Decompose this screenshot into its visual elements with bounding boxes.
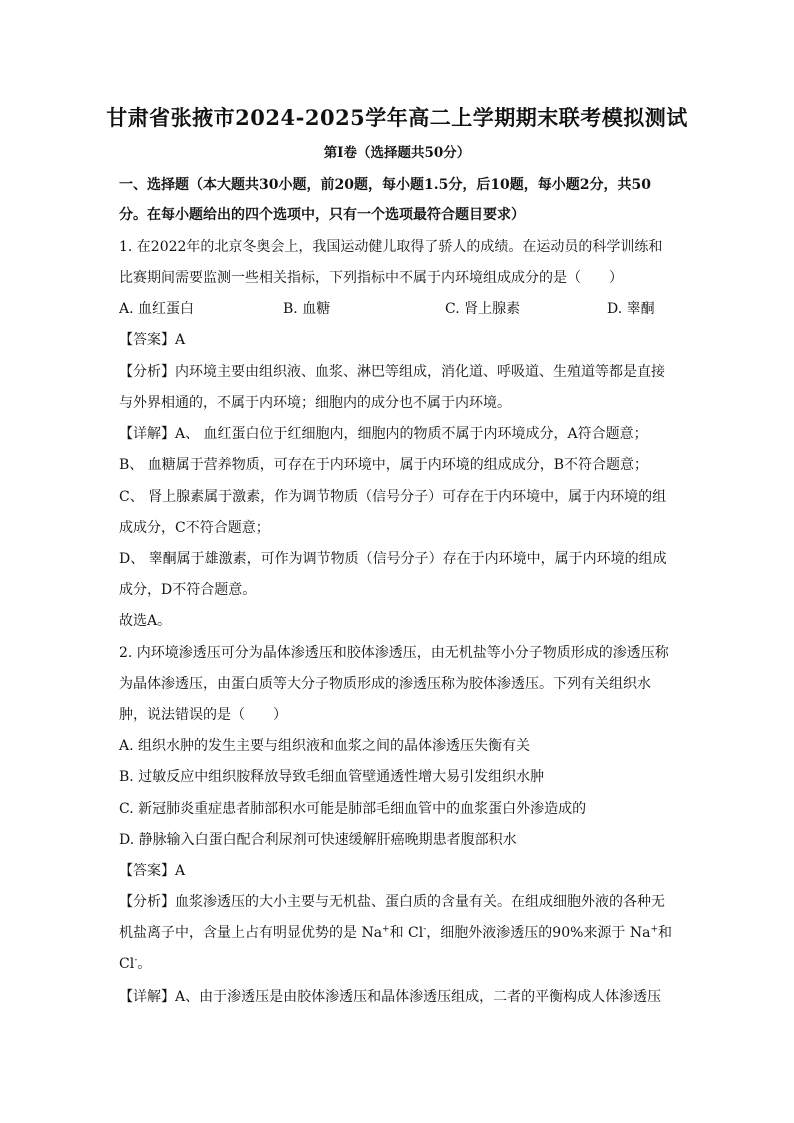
q2-analysis-line-3 [119, 953, 679, 975]
section-heading-line-2: 分。在每小题给出的四个选项中，只有一个选项最符合题目要求） [119, 207, 525, 223]
q1-option-a: A. 血红蛋白 [119, 301, 195, 317]
section-subtitle: 第Ⅰ卷（选择题共50分） [323, 145, 471, 161]
q2-stem-line-3: 肿，说法错误的是（ ） [119, 707, 287, 723]
q1-detail-line-4: 成成分，C不符合题意； [119, 520, 270, 536]
q2-answer: 【答案】A [119, 863, 186, 879]
q2-analysis-line-2-part-3: ，细胞外液渗透压的90%来源于 Na [426, 925, 651, 941]
q2-stem-line-2: 为晶体渗透压，由蛋白质等大分子物质形成的渗透压称为胶体渗透压。下列有关组织水 [119, 676, 651, 692]
q2-option-d: D. 静脉输入白蛋白配合利尿剂可快速缓解肝癌晚期患者腹部积水 [119, 832, 517, 848]
page-title: 甘肃省张掖市2024-2025学年高二上学期期末联考模拟测试 [106, 105, 688, 130]
q1-stem-line-1: 1. 在2022年的北京冬奥会上，我国运动健儿取得了骄人的成绩。在运动员的科学训练和 [119, 239, 663, 255]
superscript-plus: + [382, 924, 390, 935]
q2-analysis-line-2 [119, 922, 679, 944]
superscript-plus: + [650, 924, 658, 935]
q1-answer: 【答案】A [119, 332, 186, 348]
q2-option-c: C. 新冠肺炎重症患者肺部积水可能是肺部毛细血管中的血浆蛋白外渗造成的 [119, 801, 587, 817]
q2-analysis-line-3-part-1: Cl [119, 956, 135, 972]
q1-option-b: B. 血糖 [283, 301, 331, 317]
q2-analysis-line-2-part-1: 机盐离子中，含量上占有明显优势的是 Na [119, 925, 383, 941]
q1-detail-line-6: 成分，D不符合题意。 [119, 582, 257, 598]
section-heading-line-1: 一、选择题（本大题共30小题，前20题，每小题1.5分，后10题，每小题2分，共50 [119, 177, 652, 193]
q1-option-d: D. 睾酮 [607, 301, 655, 317]
q1-detail-line-2: B、 血糖属于营养物质，可存在于内环境中，属于内环境的组成成分，B不符合题意； [119, 457, 649, 473]
q2-option-a: A. 组织水肿的发生主要与组织液和血浆之间的晶体渗透压失衡有关 [119, 738, 531, 754]
q2-analysis-line-2-part-2: 和 Cl [389, 925, 424, 941]
q1-detail-line-1: 【详解】A、 血红蛋白位于红细胞内，细胞内的物质不属于内环境成分，A符合题意； [119, 426, 648, 442]
superscript-minus: - [423, 924, 427, 935]
q2-analysis-line-2-part-4: 和 [658, 925, 672, 941]
q2-detail-line-1: 【详解】A、由于渗透压是由胶体渗透压和晶体渗透压组成，二者的平衡构成人体渗透压 [119, 989, 662, 1005]
q1-option-c: C. 肾上腺素 [445, 301, 521, 317]
superscript-minus: - [134, 955, 138, 966]
q1-detail-line-3: C、 肾上腺素属于激素，作为调节物质（信号分子）可存在于内环境中，属于内环境的组 [119, 489, 667, 505]
q2-analysis-line-1: 【分析】血浆渗透压的大小主要与无机盐、蛋白质的含量有关。在组成细胞外液的各种无 [119, 894, 665, 910]
q1-stem-line-2: 比赛期间需要监测一些相关指标，下列指标中不属于内环境组成成分的是（ ） [119, 270, 623, 286]
q2-analysis-line-3-part-2: 。 [137, 956, 152, 972]
q1-detail-line-5: D、 睾酮属于雄激素，可作为调节物质（信号分子）存在于内环境中，属于内环境的组成 [119, 551, 667, 567]
q1-conclusion: 故选A。 [119, 613, 172, 629]
q1-analysis-line-2: 与外界相通的，不属于内环境；细胞内的成分也不属于内环境。 [119, 395, 511, 411]
q2-stem-line-1: 2. 内环境渗透压可分为晶体渗透压和胶体渗透压，由无机盐等小分子物质形成的渗透压称 [119, 645, 669, 661]
q2-option-b: B. 过敏反应中组织胺释放导致毛细血管壁通透性增大易引发组织水肿 [119, 769, 545, 785]
q1-analysis-line-1: 【分析】内环境主要由组织液、血浆、淋巴等组成，消化道、呼吸道、生殖道等都是直接 [119, 364, 665, 380]
